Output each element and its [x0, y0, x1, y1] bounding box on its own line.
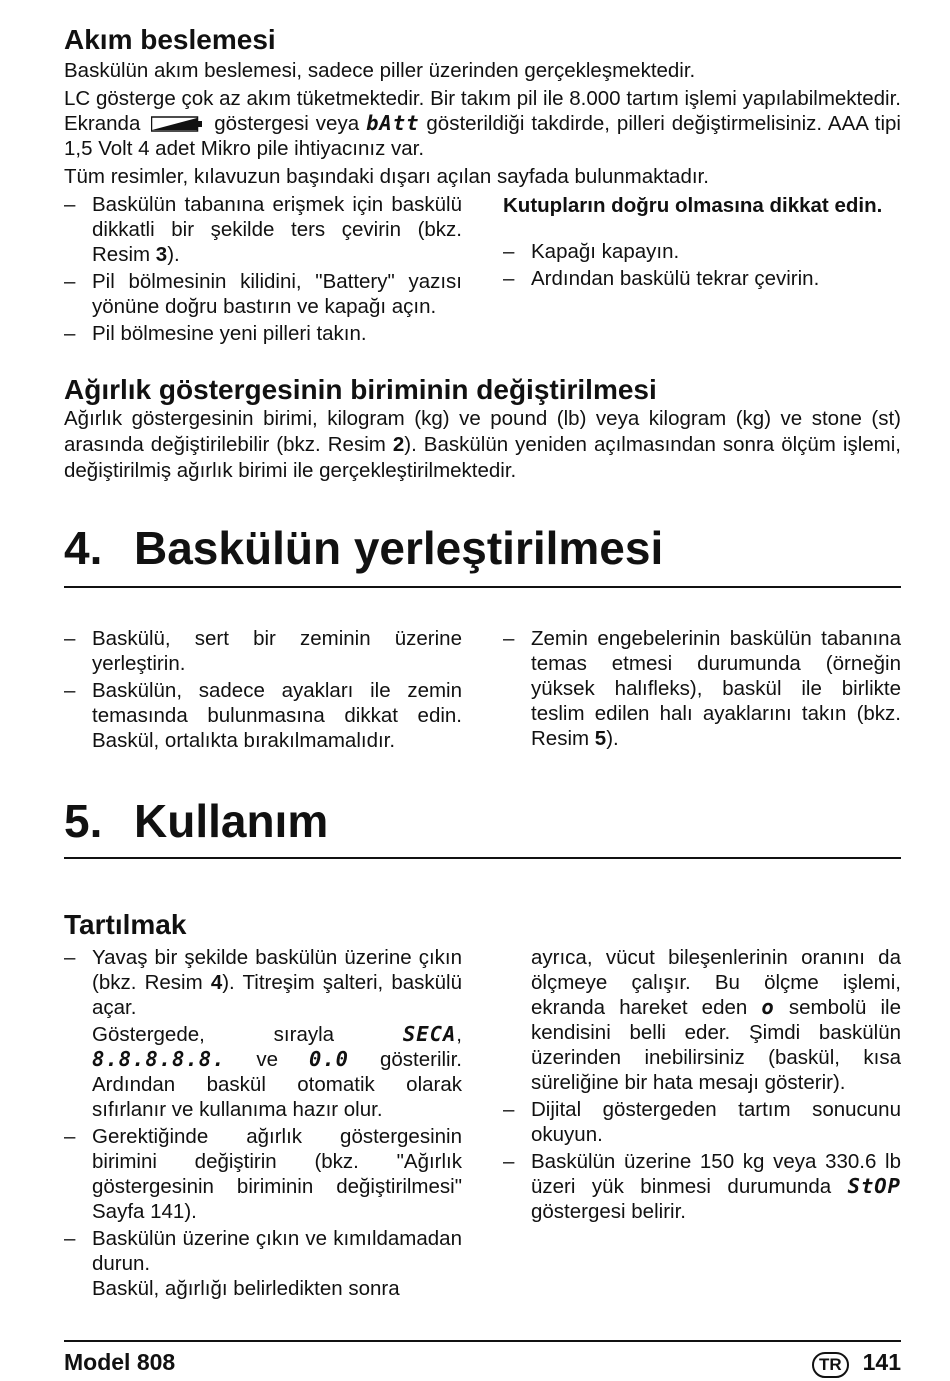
page-footer: [64, 1340, 901, 1378]
list-item: – Baskülü, sert bir zeminin üzerine yerleştirin.: [64, 626, 462, 676]
lcd-seca-text: SECA: [402, 1022, 457, 1046]
language-badge: TR: [812, 1352, 849, 1378]
power-steps: [64, 192, 901, 346]
lcd-stop-text: StOP: [847, 1174, 901, 1198]
unit-paragraph: Ağırlık göstergesinin birimi, kilogram (kg) ve pound (lb) veya kilogram (kg) ve stone (st) arasında değiştirilebilir (bkz. Resim 2). Baskülün yeniden açılmasından sonra ölçüm işlemi, değiştirilmiş ağırlık birimi ile gerçekleştirilmektedir.: [64, 407, 901, 482]
list-item: – Kapağı kapayın.: [503, 239, 901, 264]
weighing-continuation: Baskül, ağırlığı belirledikten sonra: [92, 1277, 400, 1300]
list-item: – Baskülün, sadece ayakları ile zemin temasında bulunmasına dikkat edin. Baskül, ortalıkta bırakılmamalıdır.: [64, 678, 462, 753]
page-number: 141: [862, 1349, 901, 1375]
section-5-divider: [64, 857, 901, 859]
power-paragraph-2: LC gösterge çok az akım tüketmektedir. Bir takım pil ile 8.000 tartım işlemi yapılabilmektedir. Ekranda göstergesi veya bAtt gösterildiği takdirde, pilleri değiştirmelisiniz. AAA tipi 1,5 Volt 4 adet Mikro pile ihtiyacınız var.: [64, 87, 901, 160]
polarity-note: Kutupların doğru olmasına dikkat edin.: [503, 194, 883, 217]
lcd-zero-text: 0.0: [308, 1047, 350, 1071]
display-sequence-text: Göstergede, sırayla SECA, 8.8.8.8.8. ve 0.0 gösterilir. Ardından baskül otomatik olarak sıfırlanır ve kullanıma hazır olur.: [92, 1022, 462, 1121]
list-item: – Yavaş bir şekilde baskülün üzerine çıkın (bkz. Resim 4). Titreşim şalteri, baskülü açar.: [64, 945, 462, 1020]
power-paragraph-3: Tüm resimler, kılavuzun başındaki dışarı açılan sayfada bulunmaktadır.: [64, 165, 709, 188]
battery-low-icon: [151, 116, 203, 132]
list-item: – Ardından baskülü tekrar çevirin.: [503, 266, 901, 291]
list-item: – Baskülün üzerine çıkın ve kımıldamadan durun.: [64, 1226, 462, 1276]
section-title-unit: Ağırlık göstergesinin biriminin değiştirilmesi: [64, 374, 657, 405]
placement-steps: [64, 626, 901, 753]
section-title-weighing: Tartılmak: [64, 909, 187, 940]
list-item: – Baskülün tabanına erişmek için baskülü dikkatli bir şekilde ters çevirin (bkz. Resim 3).: [64, 192, 462, 267]
lcd-batt-text: bAtt: [366, 111, 420, 135]
list-item: – Gerektiğinde ağırlık göstergesinin birimini değiştirin (bkz. "Ağırlık göstergesinin biriminin değiştirilmesi" Sayfa 141).: [64, 1124, 462, 1224]
page-content: [64, 0, 901, 1301]
list-item: – Pil bölmesinin kilidini, "Battery" yazısı yönüne doğru bastırın ve kapağı açın.: [64, 269, 462, 319]
power-paragraph-1: Baskülün akım beslemesi, sadece piller üzerinden gerçekleşmektedir.: [64, 59, 696, 82]
page-info: [812, 1350, 901, 1378]
list-item: – Pil bölmesine yeni pilleri takın.: [64, 321, 462, 346]
weighing-right-text: ayrıca, vücut bileşenlerinin oranını da ölçmeye çalışır. Bu ölçme işlemi, ekranda hareket eden o sembolü ile kendisini belli eder. Şimdi baskülün üzerinden inebilirsiniz (baskül, kısa süreliğine bir hata mesajı gösterir).: [531, 946, 901, 1094]
section-heading-4: 4. Baskülün yerleştirilmesi: [64, 522, 664, 574]
lcd-moving-symbol: o: [761, 995, 775, 1019]
list-item: – Baskülün üzerine 150 kg veya 330.6 lb üzeri yük binmesi durumunda StOP göstergesi belirir.: [503, 1149, 901, 1224]
section-title-power: Akım beslemesi: [64, 24, 276, 55]
section-4-divider: [64, 586, 901, 588]
lcd-segment-test-text: 8.8.8.8.8.: [92, 1047, 226, 1071]
model-label: Model 808: [64, 1349, 176, 1375]
section-heading-5: 5. Kullanım: [64, 795, 329, 847]
list-item: – Dijital göstergeden tartım sonucunu okuyun.: [503, 1097, 901, 1147]
list-item: – Zemin engebelerinin baskülün tabanına temas etmesi durumunda (örneğin yüksek halıfleks), baskül ile birlikte teslim edilen halı ayaklarını takın (bkz. Resim 5).: [503, 626, 901, 751]
weighing-steps: [64, 945, 901, 1301]
